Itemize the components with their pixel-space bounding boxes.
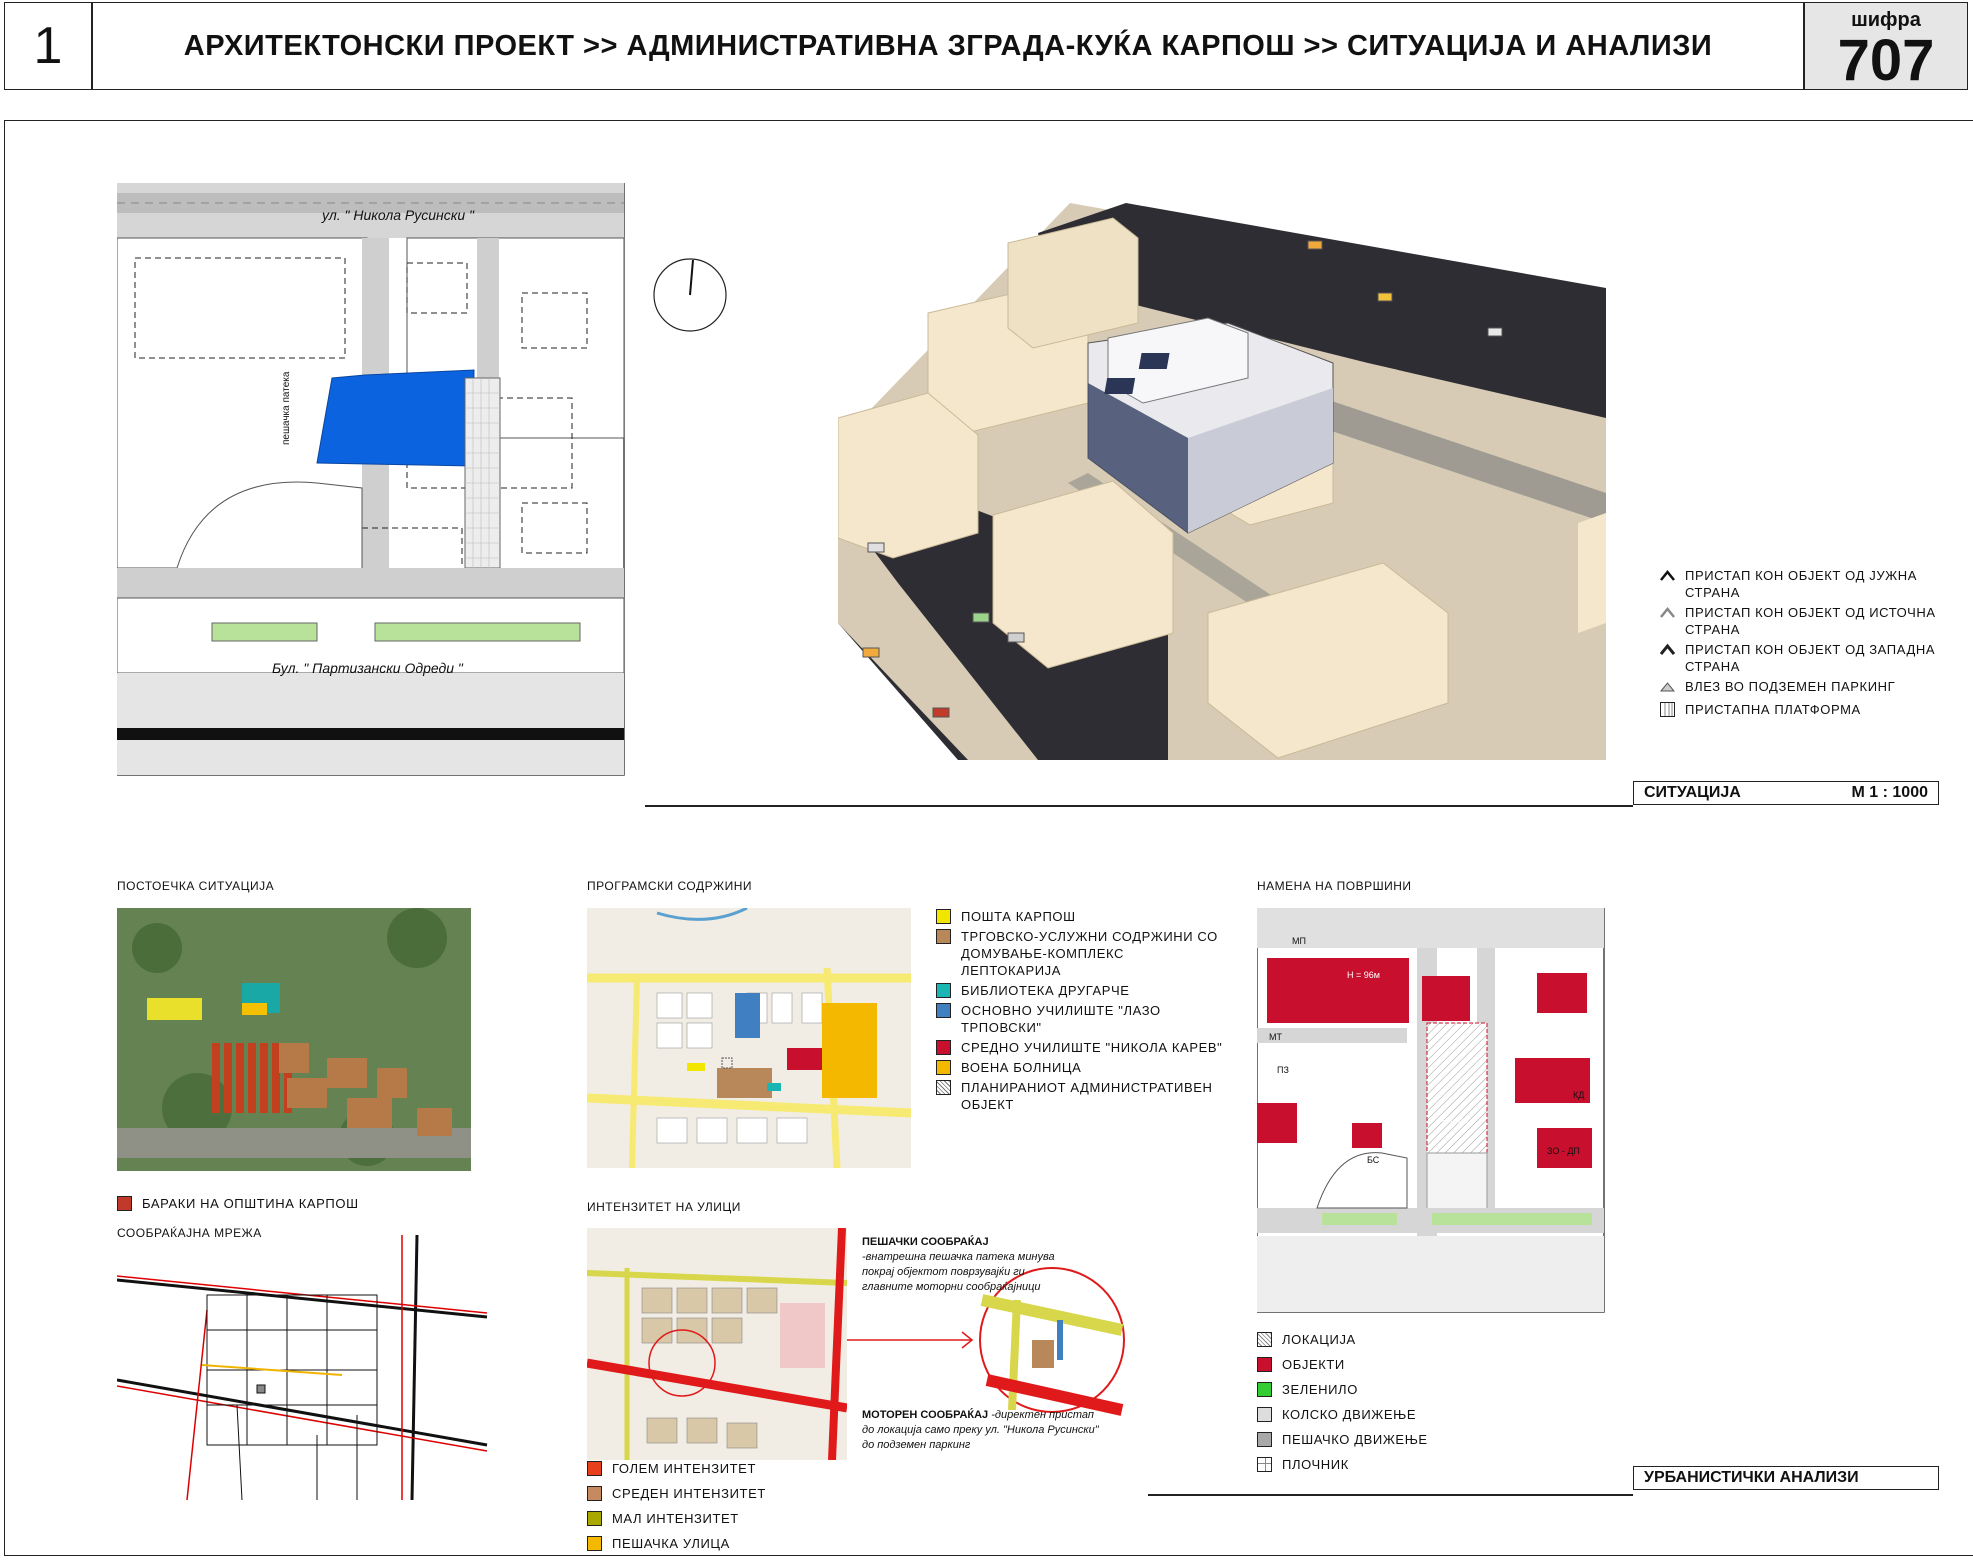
intensity-legend-item: МАЛ ИНТЕНЗИТЕТ	[587, 1510, 847, 1527]
program-legend	[936, 908, 1226, 1116]
intensity-legend	[587, 1460, 847, 1555]
street-north: ул. " Никола Русински "	[322, 207, 475, 223]
code-box	[1804, 2, 1968, 93]
intensity-legend-item: СРЕДЕН ИНТЕНЗИТЕТ	[587, 1485, 847, 1502]
legend-text: ПРИСТАП КОН ОБЈЕКТ ОД ЈУЖНА СТРАНА	[1685, 568, 1918, 600]
existing-legend	[117, 1195, 359, 1212]
sheet-number: 1	[4, 2, 92, 90]
situation-title: СИТУАЦИЈА	[1644, 784, 1741, 801]
pedestrian-title: ПЕШАЧКИ СООБРАЌАЈ	[862, 1236, 989, 1248]
intensity-title: ИНТЕНЗИТЕТ НА УЛИЦИ	[587, 1200, 741, 1214]
legend-text: ПРИСТАП КОН ОБЈЕКТ ОД ИСТОЧНА СТРАНА	[1685, 605, 1936, 637]
situation-bar	[1633, 781, 1939, 805]
access-west-icon	[1660, 642, 1675, 657]
intensity-map	[587, 1228, 847, 1460]
program-legend-item: ВОЕНА БОЛНИЦА	[936, 1059, 1226, 1076]
land-use-legend-item: ОБЈЕКТИ	[1257, 1356, 1457, 1373]
intensity-legend-item: ГОЛЕМ ИНТЕНЗИТЕТ	[587, 1460, 847, 1477]
network-title: СООБРАЌАЈНА МРЕЖА	[117, 1226, 262, 1240]
barracks-swatch	[117, 1196, 132, 1211]
situation-scale: М 1 : 1000	[1851, 784, 1928, 801]
height-h2: Н = 16м	[1442, 1118, 1468, 1125]
traffic-network-diagram	[117, 1235, 497, 1503]
existing-title: ПОСТОЕЧКА СИТУАЦИЈА	[117, 879, 275, 893]
legend-parking-entry	[1660, 678, 1960, 695]
access-east-icon	[1660, 605, 1675, 620]
code-value: 707	[1837, 28, 1935, 93]
land-use-legend-item: ПЕШАЧКО ДВИЖЕЊЕ	[1257, 1431, 1457, 1448]
north-arrow-icon	[650, 255, 730, 335]
zone-kd: КД	[1573, 1090, 1585, 1100]
site-3d-view	[838, 203, 1606, 760]
pedestrian-note	[862, 1235, 1062, 1295]
program-legend-item: СРЕДНО УЧИЛИШТЕ "НИКОЛА КАРЕВ"	[936, 1039, 1226, 1056]
site-legend	[1660, 567, 1960, 721]
land-use-legend-item: ЛОКАЦИЈА	[1257, 1331, 1457, 1348]
zone-mt: МТ	[1269, 1032, 1282, 1042]
platform-icon	[1660, 702, 1675, 717]
legend-platform	[1660, 701, 1960, 718]
legend-access-west	[1660, 641, 1960, 675]
motor-note	[862, 1408, 1107, 1453]
zone-zo: ЗО - ДП	[1547, 1146, 1580, 1156]
land-use-title: НАМЕНА НА ПОВРШИНИ	[1257, 879, 1412, 893]
motor-title: МОТОРЕН СООБРАЌАЈ	[862, 1409, 989, 1421]
legend-text: ПРИСТАП КОН ОБЈЕКТ ОД ЗАПАДНА СТРАНА	[1685, 642, 1936, 674]
existing-aerial	[117, 908, 471, 1171]
zone-pz: ПЗ	[1277, 1065, 1289, 1075]
parking-entry-icon	[1660, 679, 1675, 694]
urban-bar	[1633, 1466, 1939, 1490]
legend-access-east	[1660, 604, 1960, 638]
program-legend-item: БИБЛИОТЕКА ДРУГАРЧЕ	[936, 982, 1226, 999]
pedestrian-text: -внатрешна пешачка патека минува покрај објектот поврзувајќи ги главните моторни сообраќајници	[862, 1251, 1055, 1293]
land-use-legend-item: ПЛОЧНИК	[1257, 1456, 1457, 1473]
path-label: пешачка патека	[281, 371, 292, 445]
land-use-legend	[1257, 1331, 1457, 1476]
height-h1: Н = 96м	[1347, 970, 1380, 980]
program-legend-item: ТРГОВСКО-УСЛУЖНИ СОДРЖИНИ СО ДОМУВАЊЕ-КОМПЛЕКС ЛЕПТОКАРИЈА	[936, 928, 1226, 979]
program-map	[587, 908, 911, 1168]
intensity-legend-item: ПЕШАЧКА УЛИЦА	[587, 1535, 847, 1552]
site-plan	[117, 183, 625, 776]
legend-text: БАРАКИ НА ОПШТИНА КАРПОШ	[142, 1196, 359, 1211]
program-legend-item: ОСНОВНО УЧИЛИШТЕ "ЛАЗО ТРПОВСКИ"	[936, 1002, 1226, 1036]
program-legend-item: ПЛАНИРАНИОТ АДМИНИСТРАТИВЕН ОБЈЕКТ	[936, 1079, 1226, 1113]
zone-bs: БС	[1367, 1155, 1380, 1165]
legend-text: ПРИСТАПНА ПЛАТФОРМА	[1685, 702, 1861, 717]
zone-mp: МП	[1292, 936, 1306, 946]
program-legend-item: ПОШТА КАРПОШ	[936, 908, 1226, 925]
access-south-icon	[1660, 568, 1675, 583]
legend-access-south	[1660, 567, 1960, 601]
land-use-legend-item: ЗЕЛЕНИЛО	[1257, 1381, 1457, 1398]
motor-text: -директен пристап до локација само преку ул. "Никола Русински" до подземен паркинг	[862, 1409, 1099, 1451]
code-label: шифра	[1851, 9, 1921, 31]
street-south: Бул. " Партизански Одреди "	[272, 660, 463, 676]
divider	[645, 805, 1633, 807]
urban-title: УРБАНИСТИЧКИ АНАЛИЗИ	[1644, 1469, 1859, 1486]
land-use-map	[1257, 908, 1605, 1313]
sheet-title: АРХИТЕКТОНСКИ ПРОЕКТ >> АДМИНИСТРАТИВНА ЗГРАДА-КУЌА КАРПОШ >> СИТУАЦИЈА И АНАЛИЗИ	[92, 2, 1804, 90]
legend-text: ВЛЕЗ ВО ПОДЗЕМЕН ПАРКИНГ	[1685, 679, 1896, 694]
land-use-legend-item: КОЛСКО ДВИЖЕЊЕ	[1257, 1406, 1457, 1423]
divider	[1148, 1494, 1633, 1496]
program-title: ПРОГРАМСКИ СОДРЖИНИ	[587, 879, 752, 893]
